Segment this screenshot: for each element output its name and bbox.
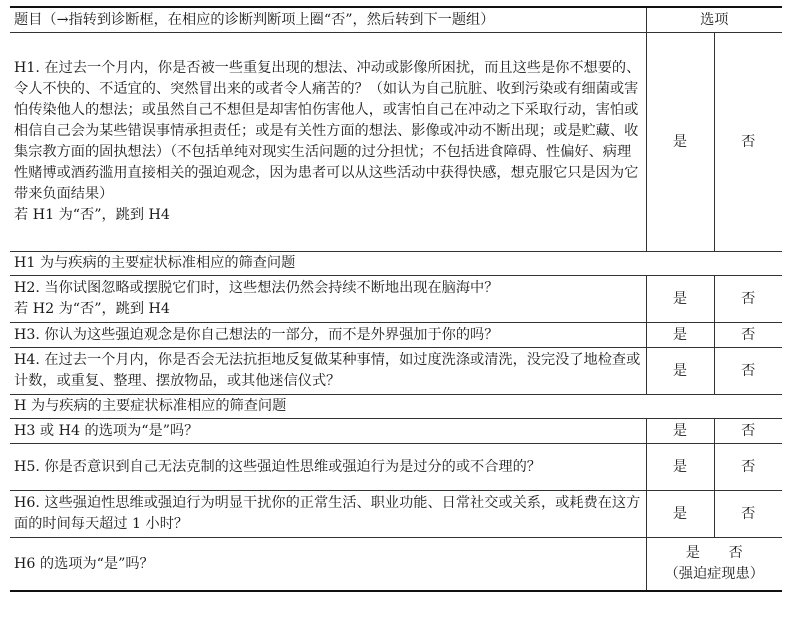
answer-h4-yes[interactable]: 是 [646,348,714,395]
section-note-2: H 为与疾病的主要症状标准相应的筛查问题 [10,395,782,419]
answer-h3-no[interactable]: 否 [714,323,782,348]
table-row-h1 [10,33,782,252]
diagnosis-options [651,543,779,564]
table-row-h2 [10,276,782,323]
question-h6: H6. 这些强迫性思维或强迫行为明显干扰你的正常生活、职业功能、日常社交或关系，或耗费在这方面的时间每天超过 1 小时？ [10,491,646,538]
question-h3: H3. 你认为这些强迫观念是你自己想法的一部分，而不是外界强加于你的吗？ [10,323,646,348]
table-row-h3 [10,323,782,348]
answer-h2-yes[interactable]: 是 [646,276,714,323]
diagnosis-box [646,538,782,592]
answer-h6-check-yes[interactable]: 是 [685,545,700,561]
table-row-h6 [10,491,782,538]
question-h2 [10,276,646,323]
section-row-1 [10,252,782,276]
question-h3-or-h4: H3 或 H4 的选项为“是”吗？ [10,419,646,444]
question-h4: H4. 在过去一个月内，你是否会无法抗拒地反复做某种事情，如过度洗涤或清洗，没完没了地检查或计数，或重复、整理、摆放物品，或其他迷信仪式？ [10,348,646,395]
table-row-h3-or-h4 [10,419,782,444]
ocd-screening-table [10,6,782,592]
answer-h6-check-no[interactable]: 否 [728,545,743,561]
question-h6-check: H6 的选项为“是”吗？ [10,538,646,592]
question-h2-skip-note: 若 H2 为“否”，跳到 H4 [14,301,170,317]
answer-h3-yes[interactable]: 是 [646,323,714,348]
answer-h3-or-h4-yes[interactable]: 是 [646,419,714,444]
questionnaire-page [10,6,782,592]
question-h1-text: H1. 在过去一个月内，你是否被一些重复出现的想法、冲动或影像所困扰，而且这些是你不想要的、令人不快的、不适宜的、突然冒出来的或者令人痛苦的？（如认为自己肮脏、收到污染或有细菌或害怕传染他人的想法；或虽然自己不想但是却害怕伤害他人，或害怕自己在冲动之下采取行动，害怕或相信自己会为某些错误事情承担责任；或是有关性方面的想法、影像或冲动不断出现；或是贮藏、收集宗教方面的固执想法）（不包括单纯对现实生活问题的过分担忧；不包括进食障碍、性偏好、病理性赌博或酒药滥用直接相关的强迫观念，因为患者可以从这些活动中获得快感，想克服它只是因为它带来负面结果） [14,60,641,202]
answer-h5-yes[interactable]: 是 [646,444,714,491]
question-h5: H5. 你是否意识到自己无法克制的这些强迫性思维或强迫行为是过分的或不合理的？ [10,444,646,491]
table-header-row [10,7,782,33]
table-row-h5 [10,444,782,491]
answer-h1-no[interactable]: 否 [714,33,782,252]
table-row-h4 [10,348,782,395]
answer-h3-or-h4-no[interactable]: 否 [714,419,782,444]
question-h2-text: H2. 当你试图忽略或摆脱它们时，这些想法仍然会持续不断地出现在脑海中？ [14,280,499,296]
options-column-header: 选项 [646,7,782,33]
table-row-h6-check [10,538,782,592]
section-note-1: H1 为与疾病的主要症状标准相应的筛查问题 [10,252,782,276]
question-column-header: 题目（→指转到诊断框，在相应的诊断判断项上圈“否”，然后转到下一题组） [10,7,646,33]
answer-h4-no[interactable]: 否 [714,348,782,395]
question-h1-skip-note: 若 H1 为“否”，跳到 H4 [14,207,170,223]
diagnosis-label: （强迫症现患） [664,566,764,582]
section-row-2 [10,395,782,419]
answer-h6-yes[interactable]: 是 [646,491,714,538]
answer-h5-no[interactable]: 否 [714,444,782,491]
question-h1 [10,33,646,252]
answer-h1-yes[interactable]: 是 [646,33,714,252]
answer-h6-no[interactable]: 否 [714,491,782,538]
answer-h2-no[interactable]: 否 [714,276,782,323]
